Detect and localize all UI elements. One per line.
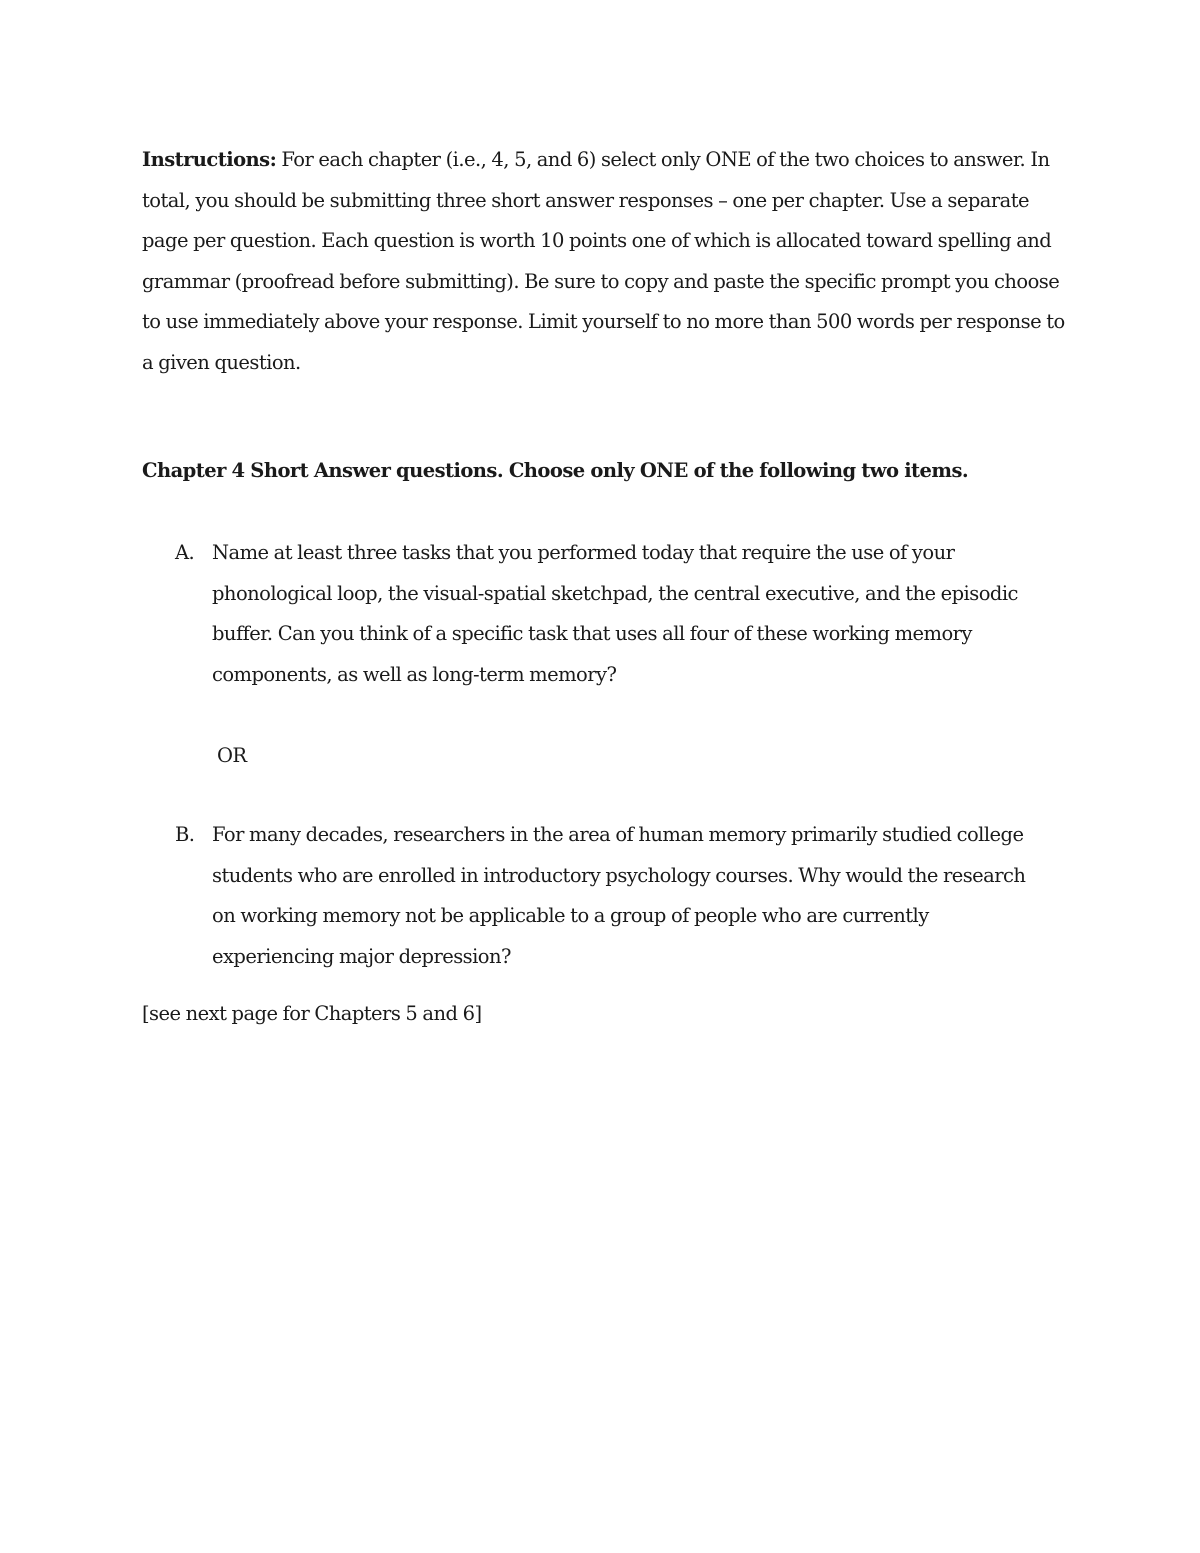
instructions-label: Instructions: <box>142 148 277 171</box>
chapter-4-heading: Chapter 4 Short Answer questions. Choose only ONE of the following two items. <box>142 459 969 482</box>
instructions-paragraph <box>142 140 1072 384</box>
next-page-note: [see next page for Chapters 5 and 6] <box>142 1002 482 1025</box>
question-a-letter: A. <box>175 541 195 564</box>
question-b <box>175 815 1065 977</box>
question-a-text: Name at least three tasks that you performed today that require the use of your phonological loop, the visual-spatial sketchpad, the central executive, and the episodic buffer. Can you think of a specific task that uses all four of these working memory components, as well as long-term memory? <box>212 541 1018 686</box>
question-a <box>175 533 1065 695</box>
or-separator: OR <box>217 744 247 767</box>
question-b-text: For many decades, researchers in the area of human memory primarily studied college students who are enrolled in introductory psychology courses. Why would the research on working memory not be applicable to a group of people who are currently experiencing major depression? <box>212 823 1026 968</box>
question-b-letter: B. <box>175 823 195 846</box>
instructions-body: For each chapter (i.e., 4, 5, and 6) select only ONE of the two choices to answer. In total, you should be submitting three short answer responses – one per chapter. Use a separate page per question. Each question is worth 10 points one of which is allocated toward spelling and grammar (proofread before submitting). Be sure to copy and paste the specific prompt you choose to use immediately above your response. Limit yourself to no more than 500 words per response to a given question. <box>142 148 1065 374</box>
